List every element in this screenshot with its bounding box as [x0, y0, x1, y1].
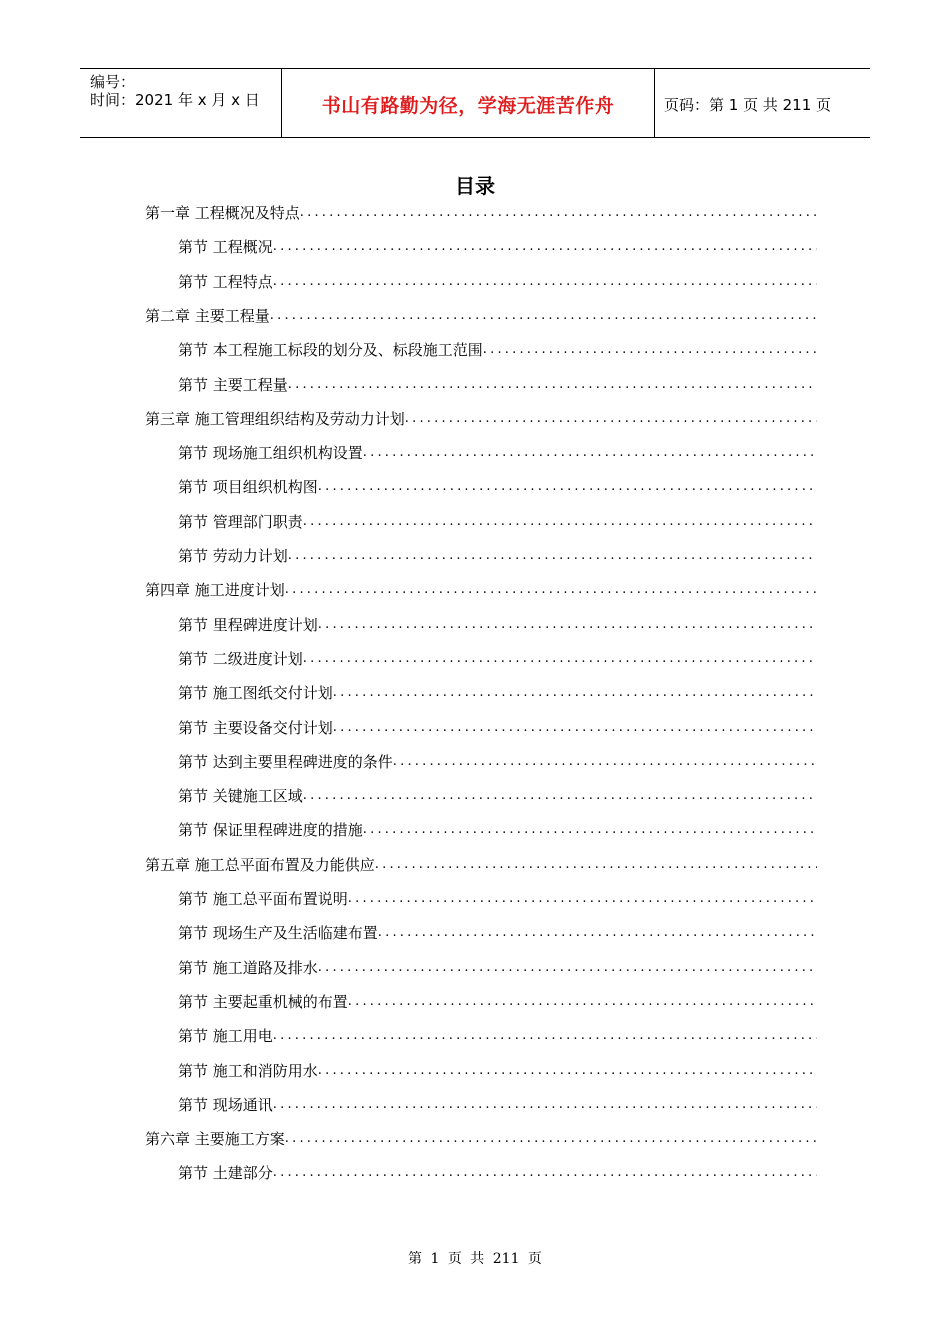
toc-section-entry[interactable]	[178, 683, 817, 703]
toc-entry-label: 第二章 主要工程量	[145, 306, 270, 325]
toc-entry-label: 第节 项目组织机构图	[178, 478, 318, 497]
toc-entry-label: 第三章 施工管理组织结构及劳动力计划	[145, 409, 405, 428]
toc-dot-leader	[273, 1026, 817, 1046]
toc-entry-label: 第节 管理部门职责	[178, 512, 303, 531]
page-title: 目录	[455, 174, 495, 198]
header-left-cell	[80, 69, 280, 137]
toc-entry-label: 第节 施工道路及排水	[178, 958, 318, 977]
toc-entry-label: 第节 主要工程量	[178, 375, 288, 394]
toc-dot-leader	[483, 340, 817, 360]
toc-section-entry[interactable]	[178, 1163, 817, 1183]
toc-section-entry[interactable]	[178, 752, 817, 772]
toc-section-entry[interactable]	[178, 820, 817, 840]
toc-chapter-entry[interactable]	[145, 203, 817, 223]
toc-section-entry[interactable]	[178, 786, 817, 806]
toc-dot-leader	[285, 580, 817, 600]
toc-dot-leader	[273, 1163, 817, 1183]
toc-entry-label: 第节 主要起重机械的布置	[178, 992, 348, 1011]
toc-dot-leader	[303, 512, 817, 532]
toc-dot-leader	[285, 1129, 817, 1149]
toc-chapter-entry[interactable]	[145, 306, 817, 326]
toc-section-entry[interactable]	[178, 340, 817, 360]
toc-entry-label: 第五章 施工总平面布置及力能供应	[145, 855, 375, 874]
toc-chapter-entry[interactable]	[145, 580, 817, 600]
toc-section-entry[interactable]	[178, 546, 817, 566]
motto-text: 书山有路勤为径，学海无涯苦作舟	[321, 95, 615, 117]
toc-section-entry[interactable]	[178, 1061, 817, 1081]
toc-dot-leader	[348, 992, 817, 1012]
toc-entry-label: 第节 现场施工组织机构设置	[178, 444, 363, 463]
toc-section-entry[interactable]	[178, 649, 817, 669]
toc-entry-label: 第四章 施工进度计划	[145, 581, 285, 600]
toc-section-entry[interactable]	[178, 615, 817, 635]
toc-entry-label: 第节 关键施工区域	[178, 787, 303, 806]
page-info: 页码：第 1 页 共 211 页	[664, 96, 832, 114]
toc-entry-label: 第节 施工总平面布置说明	[178, 890, 348, 908]
toc-section-entry[interactable]	[178, 992, 817, 1012]
toc-dot-leader	[375, 855, 817, 875]
toc-dot-leader	[318, 1061, 817, 1081]
toc-dot-leader	[393, 752, 817, 772]
toc-entry-label: 第节 现场通讯	[178, 1095, 273, 1114]
toc-dot-leader	[378, 923, 817, 943]
toc-dot-leader	[303, 786, 817, 806]
toc-entry-label: 第节 二级进度计划	[178, 649, 303, 668]
toc-dot-leader	[303, 649, 817, 669]
toc-chapter-entry[interactable]	[145, 855, 817, 875]
page-footer: 第 1 页 共 211 页	[408, 1251, 542, 1267]
toc-section-entry[interactable]	[178, 958, 817, 978]
toc-section-entry[interactable]	[178, 443, 817, 463]
toc-dot-leader	[405, 409, 817, 429]
toc-entry-label: 第节 施工图纸交付计划	[178, 684, 333, 703]
toc-dot-leader	[333, 718, 817, 738]
toc-entry-label: 第节 保证里程碑进度的措施	[178, 821, 363, 840]
toc-entry-label: 第节 施工和消防用水	[178, 1061, 318, 1080]
header-right-cell	[654, 69, 870, 137]
toc-section-entry[interactable]	[178, 1026, 817, 1046]
toc-section-entry[interactable]	[178, 1095, 817, 1115]
document-header	[80, 68, 870, 138]
toc-dot-leader	[300, 203, 817, 223]
toc-entry-label: 第节 主要设备交付计划	[178, 718, 333, 737]
toc-entry-label: 第节 现场生产及生活临建布置	[178, 924, 378, 943]
toc-dot-leader	[273, 1095, 817, 1115]
toc-entry-label: 第节 工程特点	[178, 272, 273, 291]
toc-entry-label: 第节 达到主要里程碑进度的条件	[178, 752, 393, 771]
toc-dot-leader	[288, 546, 817, 566]
toc-section-entry[interactable]	[178, 375, 817, 395]
toc-dot-leader	[363, 820, 817, 840]
toc-dot-leader	[363, 443, 817, 463]
toc-dot-leader	[333, 683, 817, 703]
toc-dot-leader	[273, 272, 817, 292]
toc-entry-label: 第节 里程碑进度计划	[178, 615, 318, 634]
toc-section-entry[interactable]	[178, 718, 817, 738]
toc-entry-label: 第节 施工用电	[178, 1027, 273, 1046]
toc-section-entry[interactable]	[178, 923, 817, 943]
toc-dot-leader	[270, 306, 817, 326]
toc-section-entry[interactable]	[178, 477, 817, 497]
number-label: 编号：	[90, 73, 136, 91]
toc-dot-leader	[273, 237, 817, 257]
toc-dot-leader	[288, 375, 817, 395]
toc-section-entry[interactable]	[178, 889, 817, 909]
toc-dot-leader	[318, 958, 817, 978]
toc-entry-label: 第节 土建部分	[178, 1164, 273, 1183]
toc-entry-label: 第节 劳动力计划	[178, 547, 288, 565]
toc-entry-label: 第六章 主要施工方案	[145, 1130, 285, 1149]
toc-entry-label: 第节 工程概况	[178, 238, 273, 257]
toc-chapter-entry[interactable]	[145, 1129, 817, 1149]
toc-chapter-entry[interactable]	[145, 409, 817, 429]
toc-section-entry[interactable]	[178, 237, 817, 257]
toc-dot-leader	[318, 477, 817, 497]
toc-section-entry[interactable]	[178, 512, 817, 532]
toc-dot-leader	[348, 889, 817, 909]
header-center-cell	[281, 69, 655, 137]
toc-section-entry[interactable]	[178, 272, 817, 292]
time-label: 时间：2021 年 x 月 x 日	[90, 91, 260, 109]
toc-dot-leader	[318, 615, 817, 635]
toc-entry-label: 第一章 工程概况及特点	[145, 204, 300, 222]
toc-entry-label: 第节 本工程施工标段的划分及、标段施工范围	[178, 341, 483, 360]
